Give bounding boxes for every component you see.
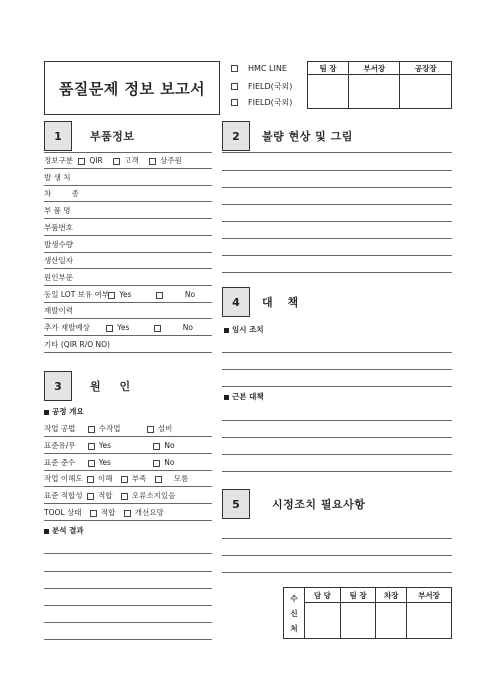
checkbox-icon[interactable] xyxy=(231,83,238,90)
checkbox-icon[interactable] xyxy=(149,158,156,165)
analysis-line[interactable] xyxy=(44,622,212,623)
option-label: Yes xyxy=(117,323,130,332)
square-bullet-icon xyxy=(44,410,49,415)
row-label: 기타 (QIR R/O NO) xyxy=(44,340,110,349)
row-label: 추가 재발예상 xyxy=(44,323,90,332)
row-part-number[interactable] xyxy=(44,220,212,236)
approval-header: 팀 장 xyxy=(308,62,349,75)
defect-line[interactable] xyxy=(222,152,452,153)
checkbox-icon[interactable] xyxy=(78,158,85,165)
header-option-label: FIELD(국외) xyxy=(248,82,293,91)
checkbox-icon[interactable] xyxy=(154,325,161,332)
section-title: 불량 현상 및 그림 xyxy=(262,130,353,143)
option-label: No xyxy=(164,441,175,450)
approval-cell[interactable] xyxy=(308,75,349,109)
row-production-date[interactable] xyxy=(44,253,212,269)
section-5-header xyxy=(222,489,365,519)
row-quantity[interactable] xyxy=(44,237,212,253)
approval-header: 공장장 xyxy=(400,62,452,75)
row-label: 부품번호 xyxy=(44,223,73,232)
checkbox-icon[interactable] xyxy=(124,510,131,517)
section-3-header xyxy=(44,371,131,401)
checkbox-icon[interactable] xyxy=(147,426,154,433)
checkbox-icon[interactable] xyxy=(231,65,238,72)
row-suitability xyxy=(44,488,212,504)
section-number: 5 xyxy=(222,489,250,519)
root-action-line[interactable] xyxy=(222,471,452,472)
approval-cell[interactable] xyxy=(348,75,400,109)
square-bullet-icon xyxy=(224,328,229,333)
root-action-line[interactable] xyxy=(222,454,452,455)
option-label: 적합 xyxy=(100,508,116,517)
temporary-action-heading xyxy=(224,324,264,335)
row-label: 표준유/무 xyxy=(44,441,76,450)
option-label: 수작업 xyxy=(98,424,121,433)
header-option-field-2[interactable] xyxy=(231,97,292,108)
row-label: 동일 LOT 보유 여부 xyxy=(44,290,110,299)
option-label: 이해 xyxy=(98,474,113,483)
section-number: 2 xyxy=(222,121,250,151)
section-title: 원 인 xyxy=(90,380,131,393)
option-label: 오류소지있음 xyxy=(131,491,176,500)
analysis-line[interactable] xyxy=(44,605,212,606)
defect-line[interactable] xyxy=(222,272,452,273)
option-label: No xyxy=(184,290,196,299)
row-work-method xyxy=(44,421,212,437)
checkbox-icon[interactable] xyxy=(113,158,120,165)
root-action-line[interactable] xyxy=(222,437,452,438)
process-overview-heading xyxy=(44,406,84,417)
checkbox-icon[interactable] xyxy=(155,476,162,483)
option-label: 개선요망 xyxy=(134,508,164,517)
defect-line[interactable] xyxy=(222,170,452,171)
row-standard-exist xyxy=(44,438,212,454)
recipient-header: 담 당 xyxy=(305,588,341,603)
section-number: 1 xyxy=(44,121,72,151)
row-tool-status xyxy=(44,505,212,521)
row-label: 표준 적합성 xyxy=(44,491,83,500)
corrective-line[interactable] xyxy=(222,555,452,556)
approval-header: 부서장 xyxy=(348,62,400,75)
defect-line[interactable] xyxy=(222,238,452,239)
checkbox-icon[interactable] xyxy=(90,510,97,517)
analysis-line[interactable] xyxy=(44,553,212,554)
row-label: 원인부문 xyxy=(44,273,73,282)
section-number: 4 xyxy=(222,287,250,317)
header-option-label: HMC LINE xyxy=(248,64,287,73)
square-bullet-icon xyxy=(44,529,49,534)
row-label: 발생수량 xyxy=(44,240,73,249)
option-label: 설비 xyxy=(157,424,173,433)
section-2-header xyxy=(222,121,353,151)
checkbox-icon[interactable] xyxy=(87,476,94,483)
row-same-lot xyxy=(44,287,212,303)
analysis-line[interactable] xyxy=(44,588,212,589)
row-vehicle-type[interactable] xyxy=(44,186,212,202)
header-option-hmc-line[interactable] xyxy=(231,64,287,73)
recipient-table xyxy=(283,587,452,639)
option-label: No xyxy=(182,323,193,332)
checkbox-icon[interactable] xyxy=(231,99,238,106)
header-option-label: FIELD(국외) xyxy=(248,98,293,107)
option-label: 모름 xyxy=(173,474,189,483)
section-1-header xyxy=(44,121,135,151)
checkbox-icon[interactable] xyxy=(153,443,160,450)
recipient-label xyxy=(284,588,305,639)
checkbox-icon[interactable] xyxy=(106,325,113,332)
defect-line[interactable] xyxy=(222,255,452,256)
option-label: QIR xyxy=(89,156,103,165)
root-action-line[interactable] xyxy=(222,420,452,421)
option-label: 상주원 xyxy=(159,156,182,165)
corrective-line[interactable] xyxy=(222,572,452,573)
row-label: 표준 준수 xyxy=(44,458,76,467)
recipient-cell[interactable] xyxy=(376,603,407,639)
row-label: 생산일자 xyxy=(44,256,73,265)
checkbox-icon[interactable] xyxy=(153,460,160,467)
row-part-name[interactable] xyxy=(44,203,212,219)
checkbox-icon[interactable] xyxy=(156,292,163,299)
header-option-field-1[interactable] xyxy=(231,81,292,92)
report-title-text: 품질문제 정보 보고서 xyxy=(58,79,206,98)
option-label: 고객 xyxy=(124,156,139,165)
row-label: 부 품 명 xyxy=(44,206,71,215)
row-label: 정보구분 xyxy=(44,156,73,165)
section-4-header xyxy=(222,287,299,317)
row-label: 차 종 xyxy=(44,189,79,198)
row-standard-comply xyxy=(44,455,212,471)
row-understanding xyxy=(44,471,212,487)
square-bullet-icon xyxy=(224,395,229,400)
option-label: Yes xyxy=(98,441,112,450)
analysis-heading xyxy=(44,525,84,536)
option-label: Yes xyxy=(119,290,132,299)
report-title xyxy=(44,61,220,115)
approval-table-top xyxy=(307,61,452,109)
recipient-header: 부서장 xyxy=(407,588,452,603)
analysis-line[interactable] xyxy=(44,571,212,572)
recipient-cell[interactable] xyxy=(305,603,341,639)
section-title: 부품정보 xyxy=(90,130,135,143)
checkbox-icon[interactable] xyxy=(108,292,115,299)
recipient-cell[interactable] xyxy=(340,603,376,639)
checkbox-icon[interactable] xyxy=(88,426,95,433)
row-additional-recurrence xyxy=(44,320,212,336)
row-recurrence[interactable] xyxy=(44,303,212,319)
row-label: 발 생 처 xyxy=(44,173,71,182)
defect-line[interactable] xyxy=(222,187,452,188)
section-number: 3 xyxy=(44,371,72,401)
recipient-label-text: 수 신 처 xyxy=(290,593,298,633)
temporary-action-line[interactable] xyxy=(222,369,452,370)
recipient-header: 차장 xyxy=(376,588,407,603)
section-title: 시정조치 필요사항 xyxy=(272,498,366,511)
row-label: 작업 공법 xyxy=(44,424,76,433)
row-label: TOOL 상태 xyxy=(44,508,82,517)
option-label: No xyxy=(164,458,175,467)
defect-line[interactable] xyxy=(222,221,452,222)
row-label: 작업 이해도 xyxy=(44,474,83,483)
row-label: 재발이력 xyxy=(44,306,73,315)
checkbox-icon[interactable] xyxy=(88,460,95,467)
option-label: 적합 xyxy=(98,491,113,500)
corrective-line[interactable] xyxy=(222,538,452,539)
checkbox-icon[interactable] xyxy=(121,476,128,483)
heading-text: 분석 결과 xyxy=(52,526,84,535)
recipient-cell[interactable] xyxy=(407,603,452,639)
temporary-action-line[interactable] xyxy=(222,386,452,387)
recipient-header: 팀 장 xyxy=(340,588,376,603)
row-info-type xyxy=(44,153,212,169)
analysis-line[interactable] xyxy=(44,639,212,640)
row-cause-dept[interactable] xyxy=(44,270,212,286)
heading-text: 공정 개요 xyxy=(52,407,84,416)
option-label: 부족 xyxy=(131,474,147,483)
option-label: Yes xyxy=(98,458,111,467)
temporary-action-line[interactable] xyxy=(222,352,452,353)
checkbox-icon[interactable] xyxy=(121,493,128,500)
section-title: 대 책 xyxy=(262,296,299,309)
root-cause-action-heading xyxy=(224,391,264,402)
checkbox-icon[interactable] xyxy=(88,443,95,450)
approval-cell[interactable] xyxy=(400,75,452,109)
heading-text: 임시 조치 xyxy=(232,325,264,334)
heading-text: 근본 대책 xyxy=(232,392,264,401)
checkbox-icon[interactable] xyxy=(87,493,94,500)
row-other[interactable] xyxy=(44,337,212,353)
row-occurrence-place[interactable] xyxy=(44,170,212,186)
defect-line[interactable] xyxy=(222,204,452,205)
